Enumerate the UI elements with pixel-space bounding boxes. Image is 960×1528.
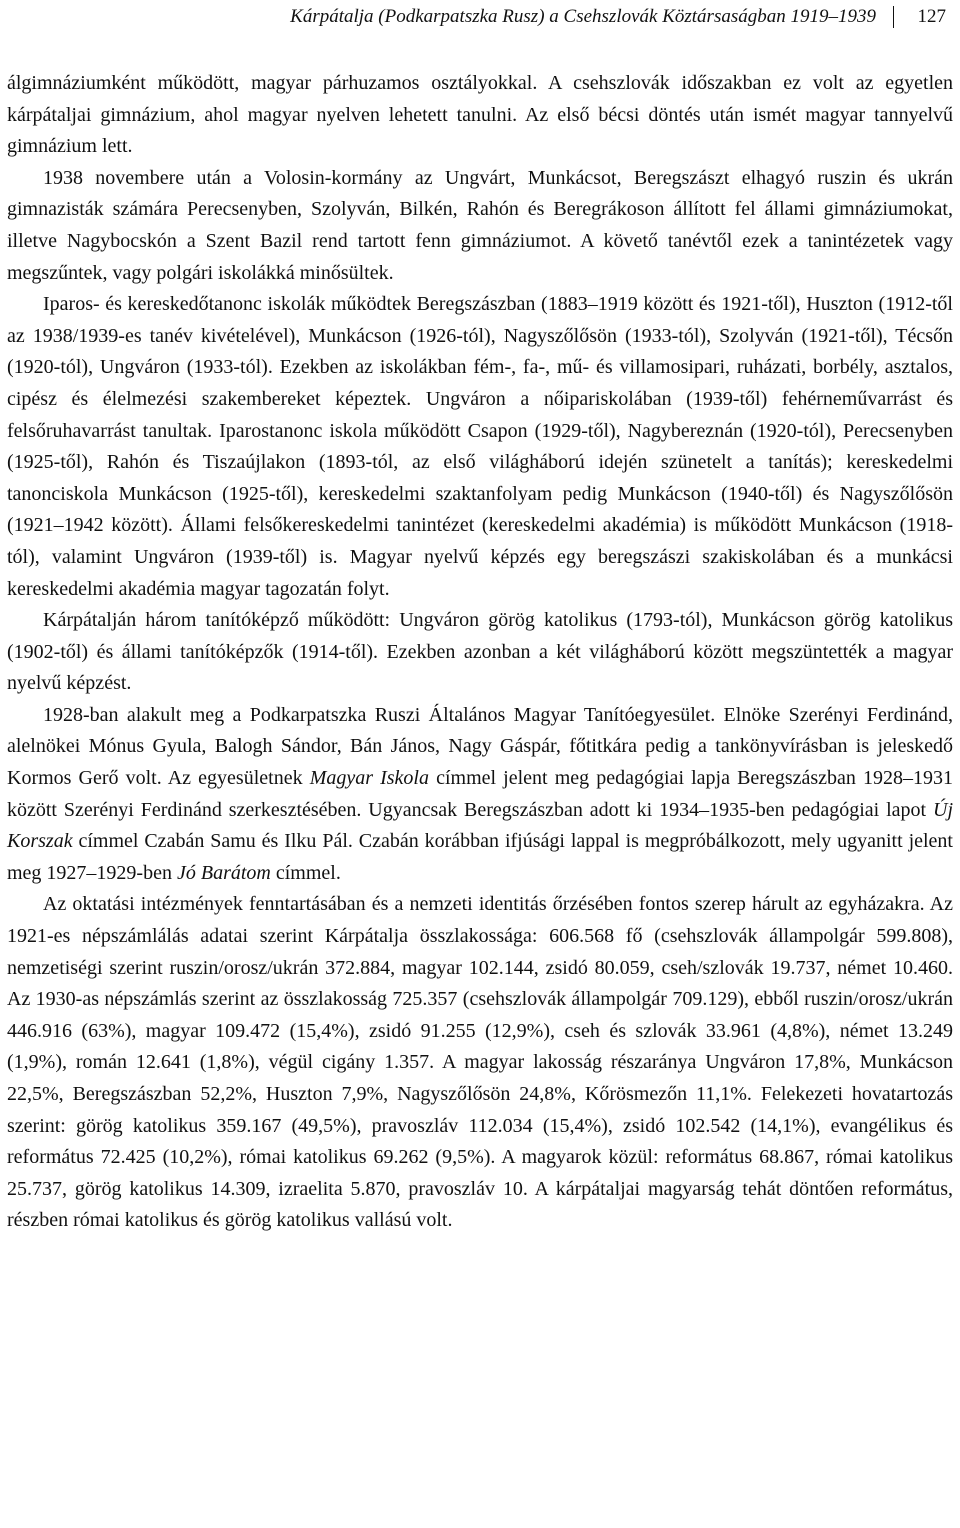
paragraph bbox=[7, 68, 953, 163]
text-run: címmel jelent meg pedagógiai lapja Beregszászban 1928–1931 között Szerényi Ferdinánd szerkesztésében. Ugyancsak Beregszászban adott ki 1934–1935-ben pedagógiai lapot bbox=[7, 767, 954, 821]
text-run: 1928-ban alakult meg a Podkarpatszka Ruszi Általános Magyar Tanítóegyesület. Elnöke Szerényi Ferdinánd, alelnökei Mónus Gyula, Balogh Sándor, Bán János, Nagy Gáspár, főtitkára pedig a tankönyvírásban is jeleskedő Kormos Gerő volt. Az egyesületnek bbox=[7, 703, 953, 790]
text-run: Iparos- és kereskedőtanonc iskolák működtek Beregszászban (1883–1919 között és 1921-től), Huszton (1912-től az 1938/1939-es tanév kivételével), Munkácson (1926-tól), Nagyszőlősön (1933-tól), Szolyván (1921-től), Técsőn (1920-tól), Ungváron (1933-tól). Ezekben az iskolákban fém-, fa-, mű- és villamosipari, ruházati, borbély, asztalos, cipész és élelmezési szakembereket képeztek. Ungváron a nőipariskolában (1939-től) fehérneművarrást és felsőruhavarrást tanultak. Iparostanonc iskola működött Csapon (1929-től), Nagybereznán (1920-tól), Perecsenyben (1925-től), Rahón és Tiszaújlakon (1893-tól, az első világháború idején szünetelt a tanítás); kereskedelmi tanonciskola Munkácson (1925-től), kereskedelmi szaktanfolyam pedig Munkácson (1940-től) és Nagyszőlősön (1921–1942 között). Állami felsőkereskedelmi tanintézet (kereskedelmi akadémia) is működött Munkácson (1918-tól), valamint Ungváron (1939-től) is. Magyar nyelvű képzés egy beregszászi szakiskolában és a munkácsi kereskedelmi akadémia magyar tagozatán folyt. bbox=[7, 293, 953, 600]
paragraph bbox=[7, 289, 953, 605]
text-run: álgimnáziumként működött, magyar párhuzamos osztályokkal. A csehszlovák időszakban ez volt az egyetlen kárpátaljai gimnázium, ahol magyar nyelven lehetett tanulni. Az első bécsi döntés után ismét magyar tannyelvű gimnázium lett. bbox=[7, 72, 953, 158]
paragraph bbox=[7, 889, 953, 1237]
header-divider bbox=[893, 6, 894, 28]
text-run: 1938 novembere után a Volosin-kormány az Ungvárt, Munkácsot, Beregszászt elhagyó ruszin és ukrán gimnazisták számára Perecsenyben, Szolyván, Bilkén, Rahón és Beregrákoson állított fel állami gimnáziumokat, illetve Nagybocskón a Szent Bazil rend tartott fenn gimnáziumot. A követő tanévtől ezek a tanintézetek vagy megszűntek, vagy polgári iskolákká minősültek. bbox=[7, 166, 953, 284]
text-run: Kárpátalján három tanítóképző működött: Ungváron görög katolikus (1793-tól), Munkácson görög katolikus (1902-től) és állami tanítóképzők (1914-től). Ezekben azonban a két világháború között megszüntették a magyar nyelvű képzést. bbox=[7, 609, 953, 695]
italic-title: Új Korszak bbox=[7, 798, 953, 853]
italic-title: Jó Barátom bbox=[176, 861, 271, 884]
running-header bbox=[0, 2, 952, 32]
italic-title: Magyar Iskola bbox=[309, 767, 429, 790]
running-title: Kárpátalja (Podkarpatszka Rusz) a Csehszlovák Köztársaságban 1919–1939 bbox=[290, 6, 876, 27]
text-run: címmel. bbox=[270, 861, 341, 884]
paragraph bbox=[7, 700, 953, 890]
paragraph bbox=[7, 605, 953, 700]
page-number: 127 bbox=[917, 6, 946, 27]
body-text bbox=[7, 68, 953, 1237]
text-run: Az oktatási intézmények fenntartásában és a nemzeti identitás őrzésében fontos szerep hárult az egyházakra. Az 1921-es népszámlálás adatai szerint Kárpátalja összlakossága: 606.568 fő (csehszlovák állampolgár 599.808), nemzetiségi szerint ruszin/orosz/ukrán 372.884, magyar 102.144, zsidó 80.059, cseh/szlovák 19.737, német 10.460. Az 1930-as népszámlás szerint az összlakosság 725.357 (csehszlovák állampolgár 709.129), ebből ruszin/orosz/ukrán 446.916 (63%), magyar 109.472 (15,4%), zsidó 91.255 (12,9%), cseh és szlovák 33.961 (4,8%), német 13.249 (1,9%), román 12.641 (1,8%), végül cigány 1.357. A magyar lakosság részaránya Ungváron 17,8%, Munkácson 22,5%, Beregszászban 52,2%, Huszton 7,9%, Nagyszőlősön 24,8%, Kőrösmezőn 11,1%. Felekezeti hovatartozás szerint: görög katolikus 359.167 (49,5%), pravoszláv 112.034 (15,4%), zsidó 102.542 (14,1%), evangélikus és református 72.425 (10,2%), római katolikus 69.262 (9,5%). A magyarok közül: református 68.867, római katolikus 25.737, görög katolikus 14.309, izraelita 5.870, pravoszláv 10. A kárpátaljai magyarság tehát döntően református, részben római katolikus és görög katolikus vallású volt. bbox=[7, 893, 953, 1232]
text-run: címmel Czabán Samu és Ilku Pál. Czabán korábban ifjúsági lappal is megpróbálkozott, mely ugyanitt jelent meg 1927–1929-ben bbox=[7, 830, 953, 884]
paragraph bbox=[7, 163, 953, 289]
